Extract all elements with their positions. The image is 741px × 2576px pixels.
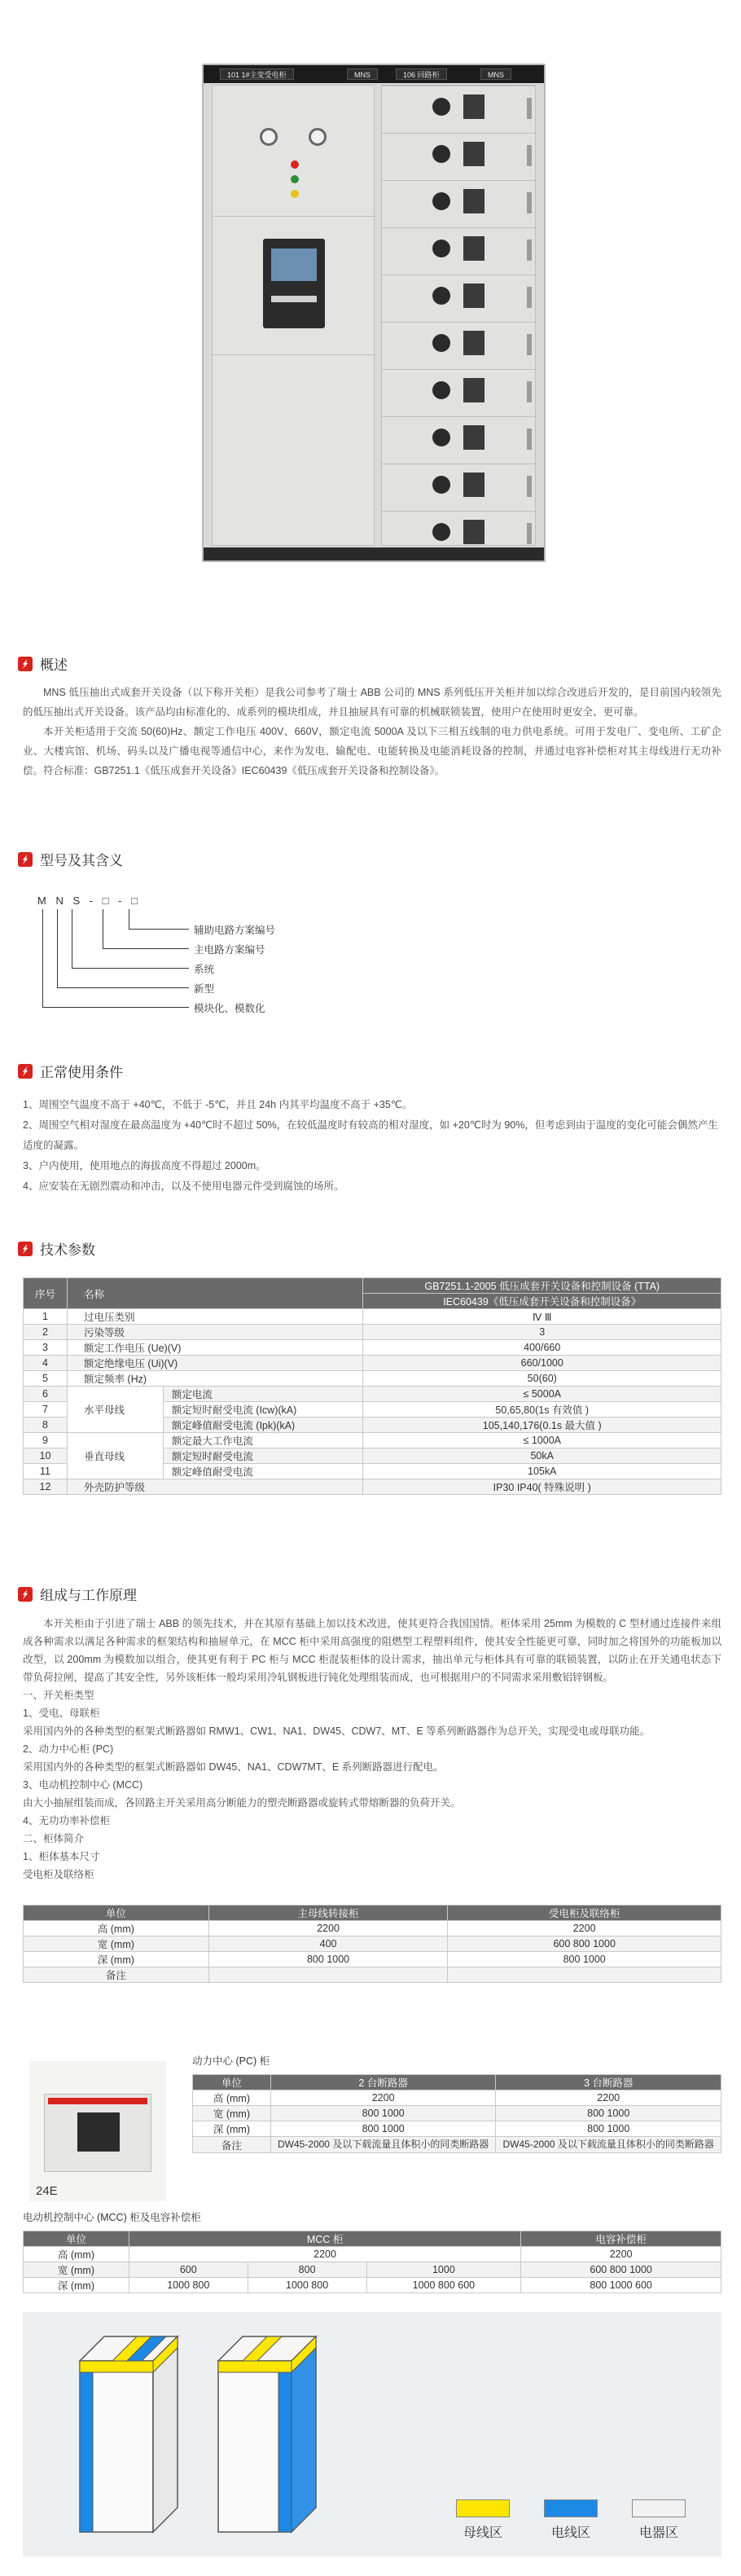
table-row: 12 外壳防护等级 IP30 IP40( 特殊说明 ) <box>24 1479 721 1495</box>
rotary-handle-icon <box>432 429 450 446</box>
drawer-unit <box>382 464 535 511</box>
table-row: 1 过电压类别 Ⅳ Ⅲ <box>24 1309 721 1325</box>
meter-icon <box>309 128 327 146</box>
condition-item: 2、周围空气相对湿度在最高温度为 +40℃时不超过 50%，在较低温度时有较高的相对湿度，如 +20℃时为 90%，但考虑到由于温度的变化可能会偶然产生适度的凝露。 <box>23 1119 718 1151</box>
table-row: 5 额定频率 (Hz) 50(60) <box>24 1371 721 1387</box>
header-seq: 序号 <box>24 1278 68 1309</box>
indicator-lamp-icon <box>291 175 299 183</box>
legend-swatch-white <box>632 2499 686 2517</box>
section-conditions-heading <box>18 1061 123 1081</box>
table-row: 深 (mm) 800 1000 800 1000 <box>193 2121 721 2137</box>
overview-paragraph-1: MNS 低压抽出式成套开关设备（以下称开关柜）是我公司参考了瑞士 ABB 公司的 MNS 系列低压开关柜并加以综合改进后开发的，是目前国内较领先的低压抽出式开关设备。该产品均由标准化的、成系列的模块组成，并且抽屉具有可靠的机械联锁装置，使用户在使用时更安全、更可靠。 <box>23 687 721 718</box>
drawer-unit <box>382 322 535 369</box>
incoming-panel <box>212 85 375 546</box>
section-composition-heading <box>18 1584 137 1604</box>
pc-drawer-photo <box>29 2061 166 2201</box>
table-row: 4 额定绝缘电压 (Ui)(V) 660/1000 <box>24 1356 721 1371</box>
drawer-unit <box>382 275 535 322</box>
overview-paragraph-2: 本开关柜适用于交流 50(60)Hz、额定工作电压 400V、660V，额定电流 5000A 及以下三相五线制的电力供电系统。可用于发电厂、变电所、工矿企业、大楼宾馆、机场、码头以及广播电视等通信中心，来作为发电、输配电、电能转换及电能消耗设备的控制，并通过电容补偿柜对其主母线进行无功补偿。符合标准：GB7251.1《低压成套开关设备》IEC60439《低压成套开关设备和控制设备》。 <box>23 726 721 776</box>
rotary-handle-icon <box>432 381 450 399</box>
header-std1: GB7251.1-2005 低压成套开关设备和控制设备 (TTA) <box>363 1278 721 1294</box>
rotary-handle-icon <box>432 240 450 257</box>
composition-intro: 本开关柜由于引进了瑞士 ABB 的领先技术，并在其原有基础上加以技术改进，使其更符合我国国情。柜体采用 25mm 为模数的 C 型材通过连接件来组成各种需求以满足各种需求的框架结构和抽屉单元，在 MCC 柜中采用高强度的阻燃型工程塑料组件，使其安全性能更可靠，同时加之将国外的功能板加以改型，以 200mm 为模数加以组合，使其更有利于 PC 柜与 MCC 柜混装柜体的设计需求，抽出单元与柜体具有可靠的联锁装置，以防止在开关通电状态下带负荷拉闸，提高了其安全性，另外该柜体一般均采用冷轧钢板进行钝化处理组装而成，也可根据用户的不同需求采用敷铝锌钢板。 <box>23 1618 721 1683</box>
section-title: 技术参数 <box>40 1242 95 1258</box>
legend-item: 电线区 <box>544 2499 598 2541</box>
model-code: M N S - □ - □ <box>37 895 141 907</box>
table-row: 深 (mm) 800 1000 800 1000 <box>24 1952 721 1967</box>
product-photo <box>0 0 741 607</box>
lightning-icon <box>18 657 33 671</box>
table-row: 宽 (mm) 400 600 800 1000 <box>24 1936 721 1952</box>
cabinet-base <box>204 547 544 560</box>
table-row: 备注 DW45-2000 及以下载流量且体积小的同类断路器 DW45-2000 及以下载流量且体积小的同类断路器 <box>193 2137 721 2153</box>
table-header-row: 单位 主母线转接柜 受电柜及联络柜 <box>24 1906 721 1921</box>
section-overview-heading <box>18 653 68 674</box>
table-row: 高 (mm) 2200 2200 <box>24 2247 721 2262</box>
table-row: 高 (mm) 2200 2200 <box>193 2090 721 2106</box>
table-row: 备注 <box>24 1967 721 1983</box>
legend-swatch-yellow <box>456 2499 510 2517</box>
condition-item: 3、户内使用，使用地点的海拔高度不得超过 2000m。 <box>23 1160 266 1172</box>
cabinet-size-table-3 <box>23 2231 721 2293</box>
header-name: 名称 <box>67 1278 363 1309</box>
drawer-panel <box>381 85 536 546</box>
model-label: 系统 <box>194 964 215 975</box>
section-params-heading <box>18 1238 95 1259</box>
rotary-handle-icon <box>432 334 450 352</box>
table-header-row: 单位 MCC 柜 电容补偿柜 <box>24 2231 721 2247</box>
lightning-icon <box>18 852 33 867</box>
table-row: 3 额定工作电压 (Ue)(V) 400/660 <box>24 1340 721 1356</box>
overview-text <box>23 683 721 780</box>
table-row: 8 额定峰值耐受电流 (Ipk)(kA) 105,140,176(0.1s 最大值 ) <box>24 1418 721 1433</box>
table-row: 10 额定短时耐受电流 50kA <box>24 1448 721 1464</box>
condition-item: 4、应安装在无剧烈震动和冲击，以及不使用电器元件受到腐蚀的场所。 <box>23 1180 344 1192</box>
params-table <box>23 1277 721 1495</box>
legend-item: 电器区 <box>632 2499 686 2541</box>
table-row: 高 (mm) 2200 2200 <box>24 1921 721 1936</box>
drawer-unit <box>382 180 535 227</box>
image-label: 24E <box>36 2184 58 2198</box>
table-row: 11 额定峰值耐受电流 105kA <box>24 1464 721 1479</box>
cabinet-size-table-1 <box>23 1905 721 1983</box>
header-std2: IEC60439《低压成套开关设备和控制设备》 <box>363 1294 721 1309</box>
table-row: 宽 (mm) 600 800 1000 600 800 1000 <box>24 2262 721 2278</box>
cabinet-top-strip <box>204 65 544 83</box>
model-label: 新型 <box>194 983 215 995</box>
cabinet-iso-1 <box>80 2336 178 2532</box>
model-label: 主电路方案编号 <box>194 944 265 956</box>
condition-item: 1、周围空气温度不高于 +40℃，不低于 -5℃，并且 24h 内其平均温度不高于 +35℃。 <box>23 1099 413 1110</box>
lightning-icon <box>18 1587 33 1602</box>
air-circuit-breaker <box>263 239 325 328</box>
cabinet-nameplate-left: 101 1#主变受电柜 <box>220 68 294 80</box>
cabinet-nameplate-mid: MNS <box>347 68 378 80</box>
table-row: 深 (mm) 1000 800 1000 800 1000 800 600 800 1000 600 <box>24 2278 721 2293</box>
cabinet-nameplate-right: 106 回路柜 <box>396 68 447 80</box>
rotary-handle-icon <box>432 523 450 541</box>
table-row: 6 水平母线 额定电流 ≤ 5000A <box>24 1387 721 1402</box>
table-caption: 动力中心 (PC) 柜 <box>192 2055 270 2067</box>
drawer-unit <box>382 416 535 464</box>
cabinet-size-table-2 <box>192 2074 721 2153</box>
indicator-lamp-icon <box>291 160 299 169</box>
section-title: 正常使用条件 <box>40 1065 123 1080</box>
section-model-heading <box>18 849 123 869</box>
switchgear-cabinet <box>202 64 546 562</box>
drawer-unit <box>382 133 535 180</box>
meter-icon <box>260 128 278 146</box>
drawer-unit <box>382 227 535 275</box>
model-label: 辅助电路方案编号 <box>194 925 276 936</box>
conditions-list <box>23 1095 721 1197</box>
model-label: 模块化、模数化 <box>194 1003 265 1014</box>
table-header-row: 单位 2 台断路器 3 台断路器 <box>193 2075 721 2090</box>
rotary-handle-icon <box>432 98 450 116</box>
cabinet-iso-2 <box>218 2336 316 2532</box>
zone-legend <box>456 2499 686 2541</box>
legend-swatch-blue <box>544 2499 598 2517</box>
table-row: 9 垂直母线 额定最大工作电流 ≤ 1000A <box>24 1433 721 1448</box>
section-title: 型号及其含义 <box>40 853 123 868</box>
drawer-unit <box>382 369 535 416</box>
lightning-icon <box>18 1242 33 1256</box>
cabinet-nameplate-right2: MNS <box>480 68 511 80</box>
drawer-unit <box>382 86 535 133</box>
rotary-handle-icon <box>432 287 450 305</box>
composition-text: 本开关柜由于引进了瑞士 ABB 的领先技术，并在其原有基础上加以技术改进，使其更符合我国国情。柜体采用 25mm 为模数的 C 型材通过连接件来组成各种需求以满足各种需求的框架结构和抽屉单元，在 MCC 柜中采用高强度的阻燃型工程塑料组件，使其安全性能更可靠，同时加之将国外的功能板加以改型，以 200mm 为模数加以组合，使其更有利于 PC 柜与 MCC 柜混装柜体的设计需求，抽出单元与柜体具有可靠的联锁装置，以防止在开关通电状态下带负荷拉闸，提高了其安全性，另外该柜体一般均采用冷轧钢板进行钝化处理组装而成，也可根据用户的不同需求采用敷铝锌钢板。 一、开关柜类型 1、受电、母联柜 采用国内外的各种类型的框架式断路器如 RMW1、CW1、NA1、DW45、CDW7、MT、E 等系列断路器作为总开关，实现受电或母联功能。 2、动力中心柜 (PC) 采用国内外的各种类型的框架式断路器如 DW45、NA1、CDW7MT、E 系列断路器进行配电。 3、电动机控制中心 (MCC) 由大小抽屉组装而成，各回路主开关采用高分断能力的塑壳断路器或旋转式带熔断器的负荷开关。 4、无功功率补偿柜 二、柜体简介 1、柜体基本尺寸 受电柜及联络柜 <box>23 1615 721 1884</box>
section-title: 概述 <box>40 657 68 673</box>
indicator-lamp-icon <box>291 190 299 198</box>
table-caption: 电动机控制中心 (MCC) 柜及电容补偿柜 <box>23 2212 201 2223</box>
section-title: 组成与工作原理 <box>40 1588 137 1603</box>
rotary-handle-icon <box>432 476 450 494</box>
table-row: 2 污染等级 3 <box>24 1325 721 1340</box>
legend-item: 母线区 <box>456 2499 510 2541</box>
lightning-icon <box>18 1064 33 1079</box>
rotary-handle-icon <box>432 145 450 163</box>
table-row: 宽 (mm) 800 1000 800 1000 <box>193 2106 721 2121</box>
table-row: 7 额定短时耐受电流 (Icw)(kA) 50,65,80(1s 有效值 ) <box>24 1402 721 1418</box>
rotary-handle-icon <box>432 192 450 210</box>
table-header-row <box>24 1278 721 1294</box>
